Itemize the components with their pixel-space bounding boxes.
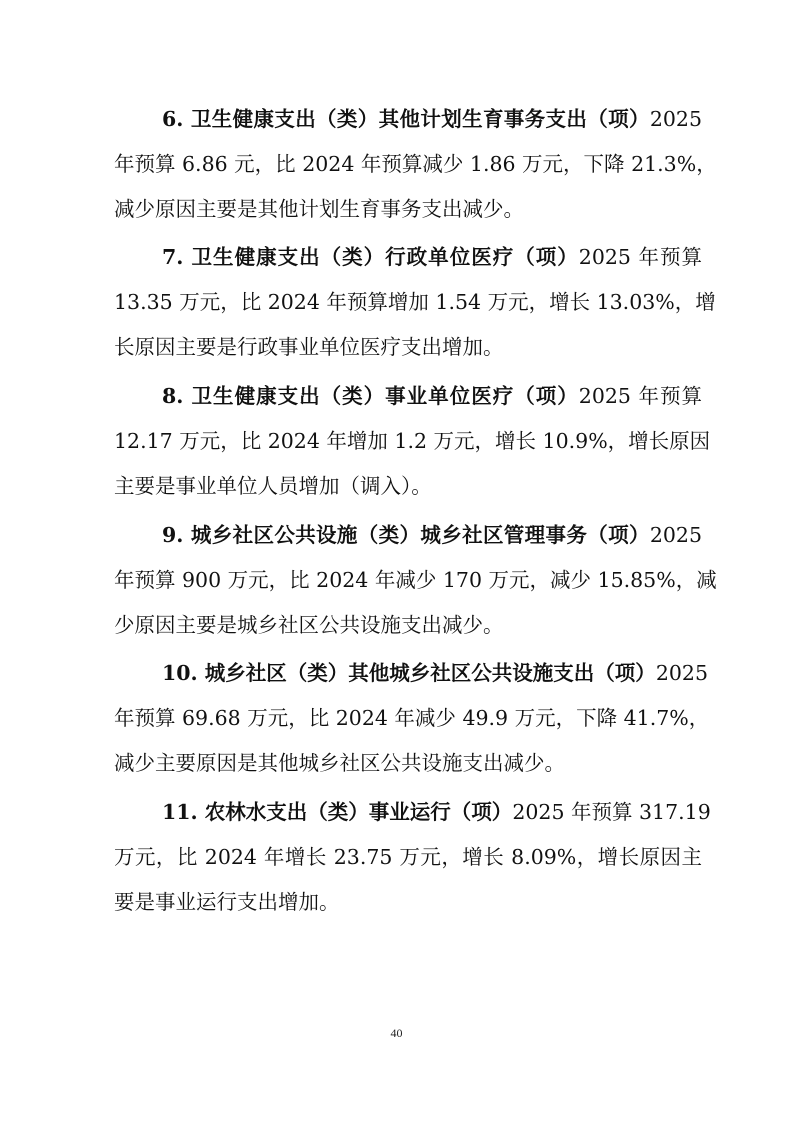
paragraph-text: 2025 年预算 <box>578 245 703 269</box>
paragraph-line <box>162 797 711 827</box>
paragraph-heading: 10. 城乡社区（类）其他城乡社区公共设施支出（项） <box>162 661 656 685</box>
paragraph-line: 少原因主要是城乡社区公共设施支出减少。 <box>114 613 504 637</box>
page-number: 40 <box>390 1026 403 1040</box>
paragraph-line: 年预算 900 万元，比 2024 年减少 170 万元，减少 15.85%，减 <box>114 568 717 592</box>
paragraph-line: 长原因主要是行政事业单位医疗支出增加。 <box>114 335 504 359</box>
paragraph-heading: 6. 卫生健康支出（类）其他计划生育事务支出（项） <box>162 107 650 131</box>
paragraph-text: 2025 年预算 317.19 <box>512 800 711 824</box>
paragraph-line: 万元，比 2024 年增长 23.75 万元，增长 8.09%，增长原因主 <box>114 845 702 869</box>
paragraph-heading: 11. 农林水支出（类）事业运行（项） <box>162 800 513 824</box>
paragraph-line: 减少原因主要是其他计划生育事务支出减少。 <box>114 197 524 221</box>
paragraph-line: 减少主要原因是其他城乡社区公共设施支出减少。 <box>114 751 565 775</box>
paragraph-line: 主要是事业单位人员增加（调入）。 <box>114 474 432 498</box>
paragraph-heading: 8. 卫生健康支出（类）事业单位医疗（项） <box>162 384 579 408</box>
paragraph-line <box>162 658 708 688</box>
paragraph-heading: 9. 城乡社区公共设施（类）城乡社区管理事务（项） <box>162 523 650 547</box>
paragraph-line <box>162 104 702 134</box>
paragraph-line: 年预算 69.68 万元，比 2024 年减少 49.9 万元，下降 41.7%， <box>114 706 710 730</box>
paragraph-text: 2025 <box>649 107 702 131</box>
paragraph-text: 2025 年预算 <box>578 384 703 408</box>
paragraph-line: 12.17 万元，比 2024 年增加 1.2 万元，增长 10.9%，增长原因 <box>114 429 711 453</box>
paragraph-text: 2025 <box>655 661 708 685</box>
paragraph-line: 要是事业运行支出增加。 <box>114 890 340 914</box>
paragraph-line <box>162 520 702 550</box>
paragraph-line: 13.35 万元，比 2024 年预算增加 1.54 万元，增长 13.03%，增 <box>114 290 716 314</box>
paragraph-heading: 7. 卫生健康支出（类）行政单位医疗（项） <box>162 245 579 269</box>
paragraph-line: 年预算 6.86 元，比 2024 年预算减少 1.86 万元，下降 21.3%， <box>114 152 717 176</box>
paragraph-text: 2025 <box>649 523 702 547</box>
paragraph-line <box>162 381 702 411</box>
paragraph-line <box>162 242 702 272</box>
